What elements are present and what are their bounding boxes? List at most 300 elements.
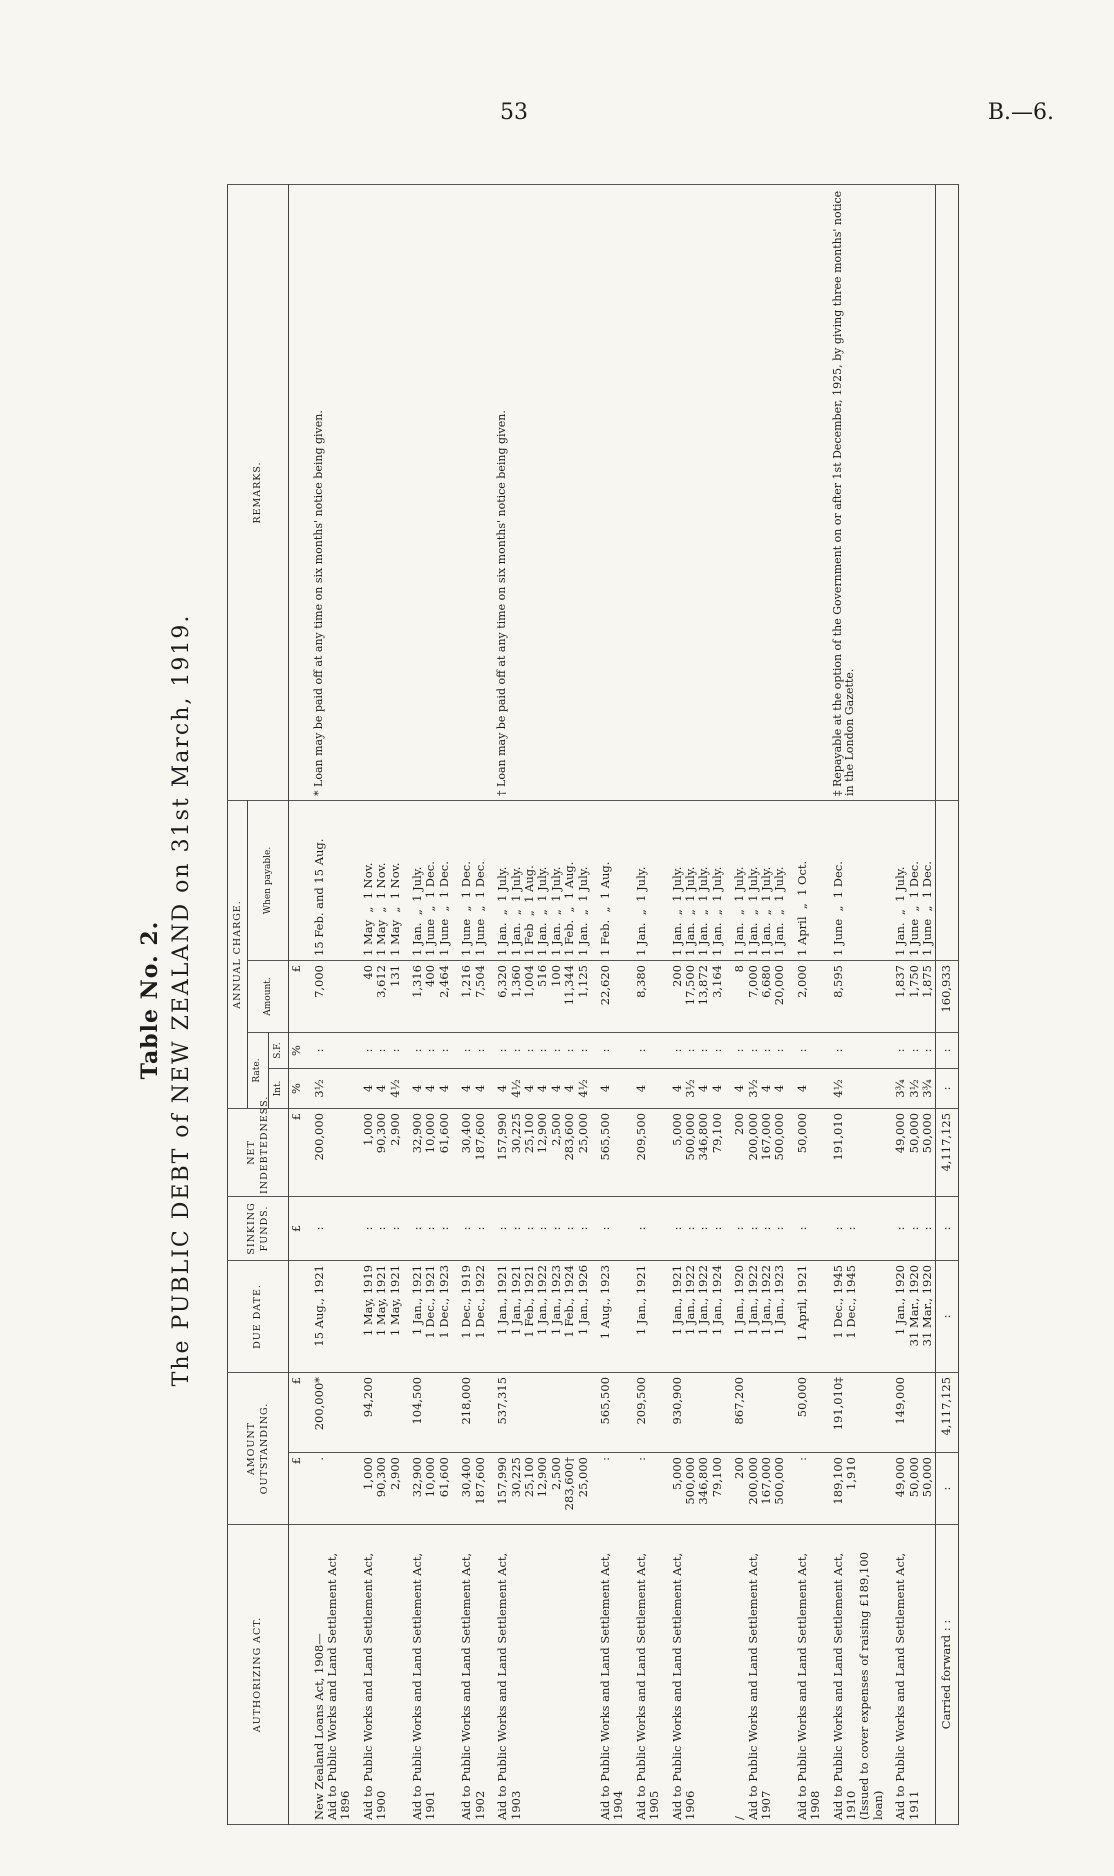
amount-item: : (633, 1457, 648, 1461)
amount-items (305, 1453, 354, 1525)
authorizing-act (627, 1525, 663, 1825)
net-value: 5,000 (669, 1112, 684, 1146)
when-payable (663, 800, 726, 960)
act-line: Aid to Public Works and Land Settlement Act, (360, 1552, 375, 1820)
due-date: 1 Jan., 1926 (575, 1264, 590, 1336)
annual-amount-value: 131 (387, 964, 402, 987)
sf-value: : (360, 1048, 375, 1053)
interest-value: 4½ (508, 1079, 523, 1098)
sinking-fund: : (535, 1226, 550, 1231)
due-date: 1 Jan., 1921 (669, 1264, 684, 1336)
annual-amount-value: 200 (669, 964, 684, 987)
net-value: 12,900 (535, 1112, 550, 1154)
net-value: 200 (732, 1112, 747, 1135)
table-row (824, 184, 887, 1824)
sinking-fund: : (794, 1226, 809, 1231)
authorizing-act (452, 1525, 488, 1825)
act-line: 1900 (374, 1790, 389, 1820)
net-value: 30,225 (508, 1112, 523, 1154)
remarks (403, 184, 452, 800)
act-line: 1902 (472, 1790, 487, 1820)
due-date: 1 Jan., 1924 (709, 1264, 724, 1336)
unit-pound: £ (289, 1108, 305, 1196)
table-heading (137, 165, 194, 1835)
sf-value: : (920, 1048, 935, 1053)
remarks (591, 184, 627, 800)
carried-forward-total: 4,117,125 (936, 1372, 958, 1452)
when-payable-value: 1 Jan. „ 1 July. (682, 866, 697, 956)
authorizing-act (663, 1525, 726, 1825)
net-value: 50,000 (920, 1112, 935, 1154)
amount-item: 90,300 (374, 1457, 389, 1498)
amount-item: 187,600 (472, 1457, 487, 1505)
interest-value: 4 (759, 1084, 773, 1093)
due-date: 1 Feb., 1921 (521, 1264, 536, 1338)
annual-amount-value: 6,680 (759, 964, 773, 998)
carried-forward-int: : (936, 1068, 958, 1108)
due-dates (824, 1260, 887, 1372)
due-date: 1 Jan., 1922 (682, 1264, 697, 1336)
when-payable (886, 800, 936, 960)
act-line: Aid to Public Works and Land Settlement Act, (633, 1552, 648, 1820)
interest-rate (452, 1068, 488, 1108)
sf-value: : (759, 1048, 773, 1053)
interest-rate (403, 1068, 452, 1108)
sf-value: : (745, 1048, 760, 1053)
amount-item: 346,800 (696, 1457, 711, 1505)
net-indebtedness (403, 1108, 452, 1196)
remarks (305, 184, 354, 800)
net-value: 1,000 (360, 1112, 375, 1146)
carried-forward-due: : (936, 1260, 958, 1372)
when-payable-value: 1 Jan. „ 1 July. (772, 866, 787, 956)
remark-text: * Loan may be paid off at any time on six months' notice being given. (311, 410, 325, 796)
when-payable-value: 1 May „ 1 Nov. (360, 862, 375, 956)
sf-value: : (548, 1048, 563, 1053)
interest-rate (627, 1068, 663, 1108)
sinking-fund: : (436, 1226, 451, 1231)
amount-item: 200,000 (745, 1457, 760, 1505)
units-row (289, 184, 305, 1824)
header-rate: Rate. (248, 1032, 268, 1108)
authorizing-act (725, 1525, 788, 1825)
due-dates (488, 1260, 591, 1372)
unit-percent: % (289, 1068, 305, 1108)
when-payable-value: 1 June „ 1 Dec. (436, 861, 451, 956)
net-value: 2,500 (548, 1112, 563, 1146)
sinking-fund: : (311, 1226, 326, 1231)
annual-amount (354, 960, 403, 1032)
due-date: 31 Mar., 1920 (906, 1264, 921, 1347)
interest-value: 3½ (745, 1079, 760, 1098)
when-payable-value: 1 May „ 1 Nov. (374, 862, 389, 956)
amount-item: . (311, 1457, 326, 1461)
sinking-fund: : (830, 1226, 845, 1231)
authorizing-act (354, 1525, 403, 1825)
group-total: 200,000* (311, 1376, 326, 1431)
remark-text: ‡ Repayable at the option of the Government on or after 1st December, 1925, by giving three months' notice in the London Gazette. (830, 190, 857, 796)
net-value: 200,000 (311, 1112, 326, 1161)
due-dates (354, 1260, 403, 1372)
authorizing-act (788, 1525, 824, 1825)
sinking-funds (627, 1196, 663, 1260)
header-annual-charge: ANNUAL CHARGE. (228, 800, 248, 1108)
amount-total (305, 1372, 354, 1452)
due-date: 1 Jan., 1921 (508, 1264, 523, 1336)
interest-value: 4 (436, 1084, 451, 1093)
annual-amount-value: 7,504 (472, 964, 487, 998)
public-debt-table (227, 184, 959, 1825)
sf-value: : (696, 1048, 711, 1053)
sinking-fund: : (696, 1226, 711, 1231)
due-date: 1 Dec., 1919 (459, 1264, 474, 1339)
annual-amount (452, 960, 488, 1032)
sf-value: : (830, 1048, 845, 1053)
authorizing-act (824, 1525, 887, 1825)
header-sf: S.F. (268, 1032, 288, 1068)
act-line: 1896 (338, 1790, 353, 1820)
interest-value: 3½ (906, 1079, 921, 1098)
when-payable-value: 1 June „ 1 Dec. (920, 861, 935, 956)
table-row (403, 184, 452, 1824)
authorizing-act (305, 1525, 354, 1825)
when-payable-value: 1 April „ 1 Oct. (794, 860, 809, 956)
when-payable (403, 800, 452, 960)
amount-total (354, 1372, 403, 1452)
sf-rate (725, 1032, 788, 1068)
due-date: 1 Jan., 1922 (759, 1264, 773, 1336)
act-line: Aid to Public Works and Land Settlement Act, (410, 1552, 425, 1820)
net-value: 61,600 (436, 1112, 451, 1154)
act-line: 1907 (759, 1790, 773, 1820)
sinking-funds (354, 1196, 403, 1260)
when-payable (452, 800, 488, 960)
annual-amount (305, 960, 354, 1032)
when-payable (627, 800, 663, 960)
interest-value: 4 (696, 1084, 711, 1093)
amount-total (788, 1372, 824, 1452)
sinking-fund: : (459, 1226, 474, 1231)
net-indebtedness (725, 1108, 788, 1196)
sinking-fund: : (772, 1226, 787, 1231)
net-indebtedness (886, 1108, 936, 1196)
sinking-fund: : (472, 1226, 487, 1231)
due-date: 1 Dec., 1945 (830, 1264, 845, 1339)
when-payable-value: 1 Feb „ 1 Aug. (521, 865, 536, 956)
interest-rate (305, 1068, 354, 1108)
amount-total (663, 1372, 726, 1452)
amount-item: 49,000 (893, 1457, 908, 1498)
net-value: 187,600 (472, 1112, 487, 1161)
interest-value: 4 (423, 1084, 438, 1093)
rotated-table-frame (137, 165, 977, 1835)
page-number: 53 (500, 100, 528, 125)
net-value: 500,000 (682, 1112, 697, 1161)
act-line: 1903 (508, 1790, 523, 1820)
interest-value: 4 (374, 1084, 389, 1093)
header-sinking-funds: SINKING FUNDS. (228, 1196, 289, 1260)
when-payable-value: 1 Jan. „ 1 July. (759, 866, 773, 956)
annual-amount-value: 17,500 (682, 964, 697, 1006)
amount-item: 500,000 (772, 1457, 787, 1505)
annual-amount-value: 2,000 (794, 964, 809, 998)
interest-value: 3½ (682, 1079, 697, 1098)
sf-rate (886, 1032, 936, 1068)
net-value: 157,990 (495, 1112, 510, 1161)
due-dates (663, 1260, 726, 1372)
annual-amount-value: 11,344 (562, 964, 577, 1006)
authorizing-act (886, 1525, 936, 1825)
net-indebtedness (452, 1108, 488, 1196)
act-line: Aid to Public Works and Land Settlement Act, (325, 1552, 340, 1820)
sf-value: : (459, 1048, 474, 1053)
sf-value: : (893, 1048, 908, 1053)
annual-amount-value: 1,837 (893, 964, 908, 998)
amount-item: 10,000 (423, 1457, 438, 1498)
amount-total (725, 1372, 788, 1452)
sinking-fund: : (709, 1226, 724, 1231)
annual-amount-value: 20,000 (772, 964, 787, 1006)
amount-items (725, 1453, 788, 1525)
amount-item: 50,000 (920, 1457, 935, 1498)
amount-items (886, 1453, 936, 1525)
sinking-fund: : (732, 1226, 747, 1231)
sf-rate (403, 1032, 452, 1068)
due-dates (627, 1260, 663, 1372)
sf-value: : (709, 1048, 724, 1053)
annual-amount-value: 1,750 (906, 964, 921, 998)
remarks (627, 184, 663, 800)
annual-amount-value: 1,004 (521, 964, 536, 998)
sf-value: : (732, 1048, 747, 1053)
amount-item: 1,910 (844, 1457, 859, 1490)
amount-items (824, 1453, 887, 1525)
amount-items (354, 1453, 403, 1525)
amount-items (452, 1453, 488, 1525)
table-row (354, 184, 403, 1824)
sinking-fund: : (548, 1226, 563, 1231)
sinking-fund: : (906, 1226, 921, 1231)
amount-item: 2,900 (387, 1457, 402, 1490)
amount-item: 79,100 (709, 1457, 724, 1498)
when-payable-value: 1 June „ 1 Dec. (906, 861, 921, 956)
sf-value: : (669, 1048, 684, 1053)
group-total: 191,010‡ (830, 1376, 845, 1431)
sinking-funds (824, 1196, 887, 1260)
interest-rate (663, 1068, 726, 1108)
when-payable (488, 800, 591, 960)
amount-total (488, 1372, 591, 1452)
act-line: Aid to Public Works and Land Settlement Act, (495, 1552, 510, 1820)
annual-amount-value: 7,000 (745, 964, 760, 998)
group-total: 149,000 (893, 1376, 908, 1425)
sinking-funds (452, 1196, 488, 1260)
amount-total (452, 1372, 488, 1452)
when-payable-value: 1 Jan. „ 1 July. (893, 866, 908, 956)
when-payable-value: 1 Jan. „ 1 July. (575, 866, 590, 956)
interest-value: 4 (669, 1084, 684, 1093)
sf-rate (305, 1032, 354, 1068)
sf-value: : (436, 1048, 451, 1053)
when-payable-value: 1 Jan. „ 1 July. (535, 866, 550, 956)
due-dates (591, 1260, 627, 1372)
sf-value: : (575, 1048, 590, 1053)
sf-rate (663, 1032, 726, 1068)
amount-total (591, 1372, 627, 1452)
carried-forward-row (936, 184, 958, 1824)
remarks (824, 184, 887, 800)
header-authorizing-act: AUTHORIZING ACT. (228, 1525, 289, 1825)
when-payable-value: 1 Jan. „ 1 July. (495, 866, 510, 956)
due-dates (452, 1260, 488, 1372)
annual-amount-value: 22,620 (597, 964, 612, 1006)
net-value: 32,900 (410, 1112, 425, 1154)
due-date: 1 Dec., 1923 (436, 1264, 451, 1339)
interest-value: 4 (535, 1084, 550, 1093)
interest-value: 4½ (387, 1079, 402, 1098)
sinking-funds (305, 1196, 354, 1260)
due-date: 1 Jan., 1921 (495, 1264, 510, 1336)
net-indebtedness (663, 1108, 726, 1196)
sinking-fund: : (669, 1226, 684, 1231)
act-line: (Issued to cover expenses of raising £189,100 (857, 1552, 872, 1820)
unit-pound: £ (289, 1453, 305, 1525)
remark-text: † Loan may be paid off at any time on six months' notice being given. (495, 410, 509, 796)
annual-amount (591, 960, 627, 1032)
annual-amount-value: 2,464 (436, 964, 451, 998)
due-date: 1 April, 1921 (794, 1264, 809, 1342)
table-row (452, 184, 488, 1824)
due-dates (403, 1260, 452, 1372)
sinking-fund: : (387, 1226, 402, 1231)
annual-amount-value: 1,316 (410, 964, 425, 998)
table-row (725, 184, 788, 1824)
interest-value: 4 (633, 1084, 648, 1093)
carried-forward-sf: : (936, 1032, 958, 1068)
group-total: 930,900 (669, 1376, 684, 1425)
table-row (788, 184, 824, 1824)
sinking-fund: : (521, 1226, 536, 1231)
net-value: 25,100 (521, 1112, 536, 1154)
act-line: Aid to Public Works and Land Settlement Act, (459, 1552, 474, 1820)
when-payable (788, 800, 824, 960)
remarks (725, 184, 788, 800)
when-payable-value: 1 Feb. „ 1 Aug. (597, 861, 612, 956)
carried-forward-label: Carried forward : : (936, 1525, 958, 1825)
due-date: 1 Jan., 1921 (410, 1264, 425, 1336)
when-payable-value: 1 June „ 1 Dec. (459, 861, 474, 956)
annual-amount-value: 8,595 (830, 964, 845, 998)
sf-rate (591, 1032, 627, 1068)
amount-item: 2,500 (548, 1457, 563, 1490)
amount-item: 500,000 (682, 1457, 697, 1505)
sinking-funds (488, 1196, 591, 1260)
amount-item: 50,000 (906, 1457, 921, 1498)
sinking-fund: : (410, 1226, 425, 1231)
when-payable (305, 800, 354, 960)
sf-rate (488, 1032, 591, 1068)
annual-amount-value: 6,320 (495, 964, 510, 998)
sinking-funds (725, 1196, 788, 1260)
amount-item: : (597, 1457, 612, 1461)
sf-value: : (597, 1048, 612, 1053)
interest-value: 4 (732, 1084, 747, 1093)
interest-rate (886, 1068, 936, 1108)
when-payable-value: 1 May „ 1 Nov. (387, 862, 402, 956)
act-line: New Zealand Loans Act, 1908— (311, 1633, 326, 1820)
table-row (886, 184, 936, 1824)
group-total: 104,500 (410, 1376, 425, 1425)
interest-value: 4 (548, 1084, 563, 1093)
remarks (488, 184, 591, 800)
due-date: 1 Feb., 1924 (562, 1264, 577, 1338)
header-remarks: REMARKS. (228, 184, 289, 800)
interest-rate (591, 1068, 627, 1108)
table-number: Table No. 2. (137, 920, 163, 1080)
authorizing-act (591, 1525, 627, 1825)
sf-value: : (508, 1048, 523, 1053)
amount-item: 167,000 (759, 1457, 773, 1505)
sinking-funds (788, 1196, 824, 1260)
amount-total (886, 1372, 936, 1452)
due-date: 1 Aug., 1923 (597, 1264, 612, 1340)
group-total: 537,315 (495, 1376, 510, 1425)
when-payable-value: 1 Jan. „ 1 July. (745, 866, 760, 956)
sf-rate (824, 1032, 887, 1068)
act-line: 1908 (808, 1790, 823, 1820)
net-indebtedness (305, 1108, 354, 1196)
due-dates (788, 1260, 824, 1372)
net-indebtedness (824, 1108, 887, 1196)
group-total: 94,200 (360, 1376, 375, 1418)
act-line: 1905 (647, 1790, 662, 1820)
sf-value: : (521, 1048, 536, 1053)
remarks (886, 184, 936, 800)
sinking-fund: : (562, 1226, 577, 1231)
sinking-fund: : (374, 1226, 389, 1231)
amount-item: 25,100 (521, 1457, 536, 1498)
sf-value: : (535, 1048, 550, 1053)
amount-item: 200 (732, 1457, 747, 1479)
annual-amount (788, 960, 824, 1032)
amount-total (403, 1372, 452, 1452)
header-amount-outstanding: AMOUNT OUTSTANDING. (228, 1372, 289, 1524)
sinking-fund: : (844, 1226, 859, 1231)
due-date: 15 Aug., 1921 (311, 1264, 326, 1347)
due-date: 1 Jan., 1922 (745, 1264, 760, 1336)
sinking-fund: : (575, 1226, 590, 1231)
when-payable (354, 800, 403, 960)
sf-value: : (423, 1048, 438, 1053)
sinking-fund: : (682, 1226, 697, 1231)
sf-value: : (410, 1048, 425, 1053)
interest-value: 4 (459, 1084, 474, 1093)
interest-value: 4 (495, 1084, 510, 1093)
sf-value: : (633, 1048, 648, 1053)
header-due-date: DUE DATE. (228, 1260, 289, 1372)
annual-amount-value: 100 (548, 964, 563, 987)
unit-pound: £ (289, 1372, 305, 1452)
when-payable (591, 800, 627, 960)
annual-amount-value: 40 (360, 964, 375, 980)
annual-amount (488, 960, 591, 1032)
interest-value: 4 (562, 1084, 577, 1093)
net-indebtedness (354, 1108, 403, 1196)
interest-value: 4 (597, 1084, 612, 1093)
when-payable-value: 1 Jan. „ 1 July. (633, 866, 648, 956)
when-payable-value: 1 June „ 1 Dec. (830, 861, 845, 956)
amount-item: 283,600† (562, 1457, 577, 1511)
